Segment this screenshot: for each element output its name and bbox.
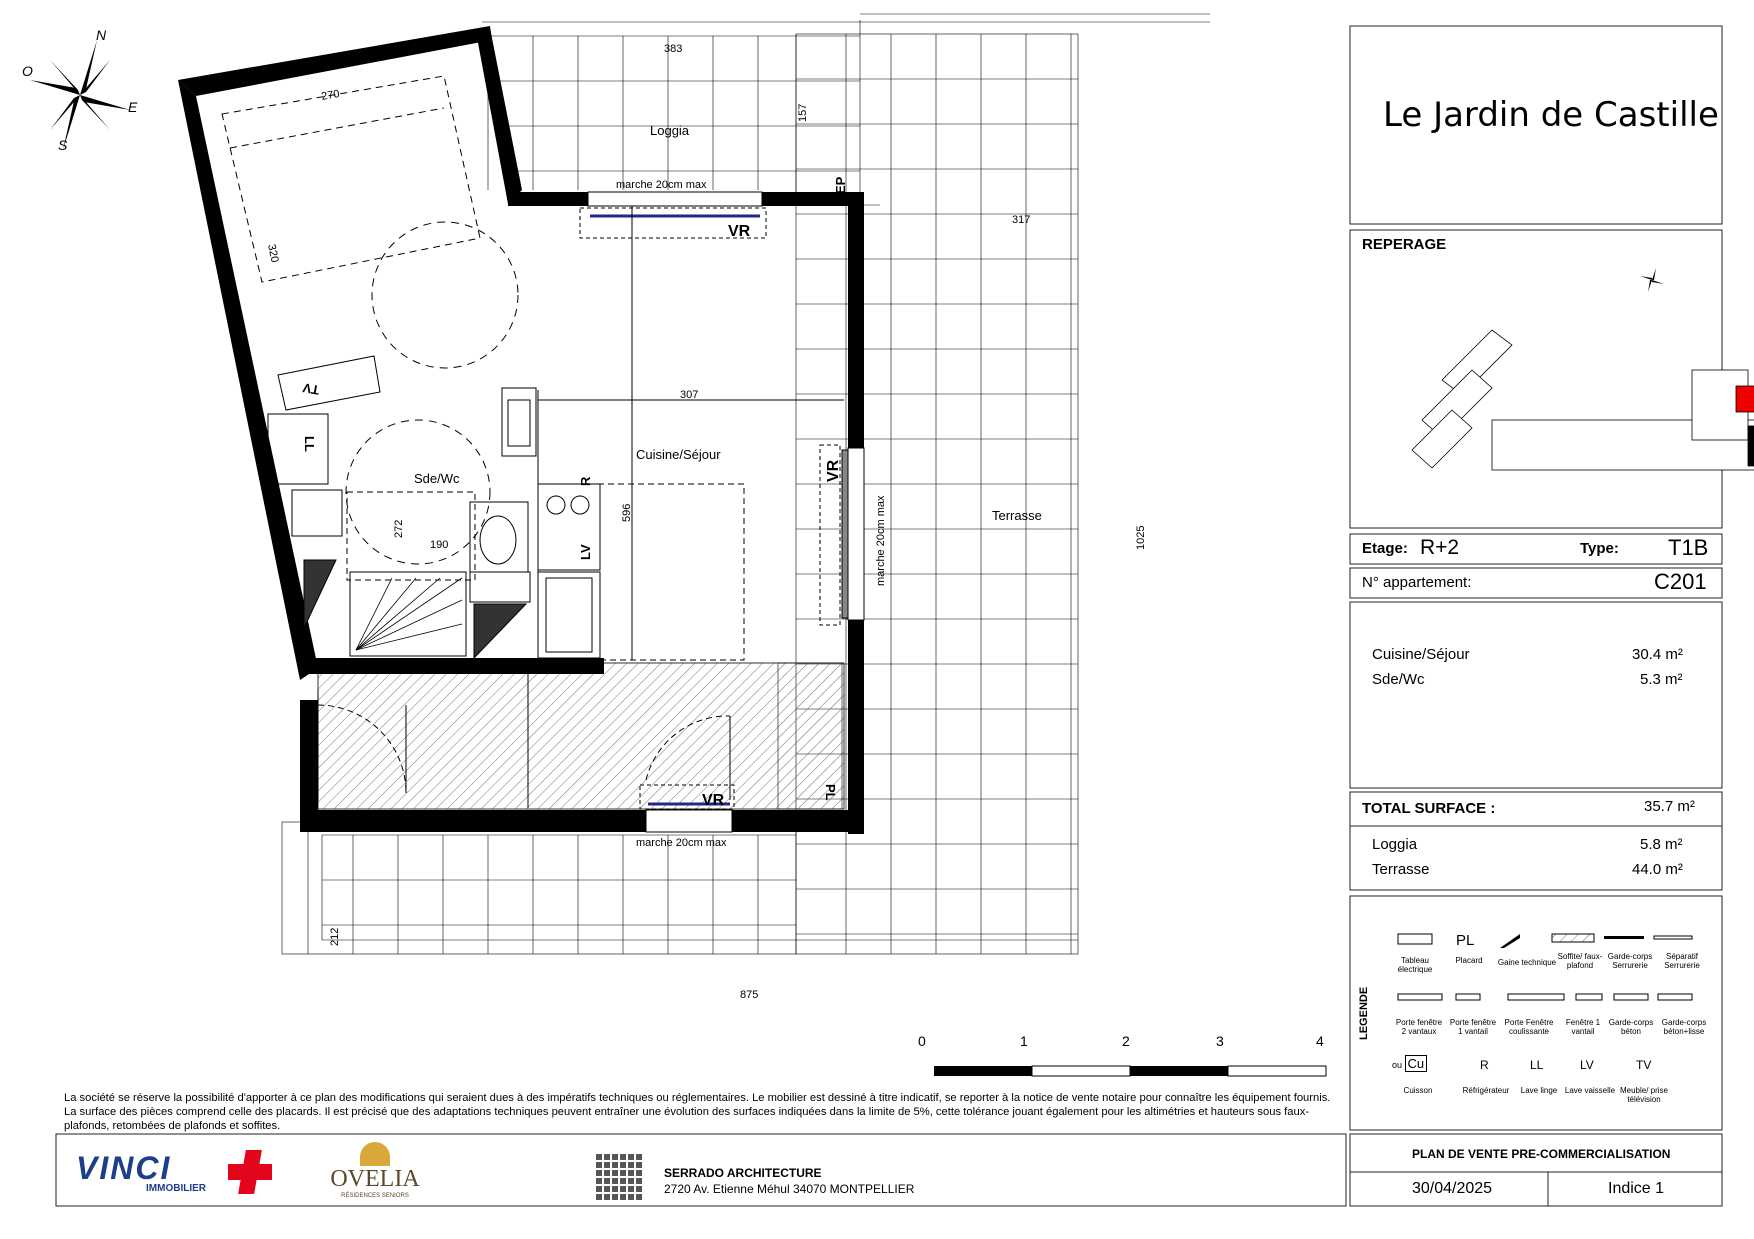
legend-row2-3: Fenêtre 1 vantail	[1565, 1018, 1601, 1036]
marche-top: marche 20cm max	[616, 179, 707, 191]
legend-row3-0: Cuisson	[1403, 1086, 1433, 1095]
legend-ll: LL	[1530, 1058, 1544, 1072]
plan-date: 30/04/2025	[1412, 1180, 1493, 1197]
apt-value: C201	[1654, 569, 1707, 594]
legend-pl: PL	[1456, 932, 1475, 949]
dim-272: 272	[393, 519, 405, 538]
room-label-sde: Sde/Wc	[414, 471, 460, 486]
plan-type: PLAN DE VENTE PRE-COMMERCIALISATION	[1412, 1147, 1671, 1161]
legend-row1-3: Soffite/ faux-plafond	[1557, 952, 1603, 970]
legend-row2-5: Garde-corps béton+lisse	[1661, 1018, 1707, 1036]
scale-3: 3	[1216, 1033, 1224, 1049]
compass-n: N	[96, 27, 107, 43]
site-location-map	[1412, 268, 1754, 470]
ovelia-wordmark: OVELIA	[330, 1166, 420, 1192]
ovelia-sun-icon	[360, 1142, 390, 1166]
legend-r: R	[1480, 1058, 1489, 1072]
scale-bar	[918, 1033, 1326, 1076]
legend-tv: TV	[1636, 1058, 1652, 1072]
architect-name: SERRADO ARCHITECTURE	[664, 1166, 822, 1180]
exterior-value-1: 44.0 m²	[1632, 861, 1683, 878]
dim-157: 157	[797, 103, 809, 122]
exterior-value-0: 5.8 m²	[1640, 836, 1683, 853]
legend-row2-1: Porte fenêtre 1 vantail	[1449, 1018, 1497, 1036]
legend-row3-2: Lave linge	[1520, 1086, 1558, 1095]
dim-270: 270	[320, 87, 341, 103]
vinci-subtitle: IMMOBILIER	[146, 1183, 206, 1194]
legend-row3-3: Lave vaisselle	[1564, 1086, 1616, 1095]
marche-bottom: marche 20cm max	[636, 837, 727, 849]
dim-1025: 1025	[1135, 525, 1147, 550]
legend-cu-symbol	[1392, 1056, 1427, 1071]
dim-190: 190	[430, 539, 449, 551]
room-label-terrasse: Terrasse	[992, 508, 1042, 523]
legend-row1-2: Gaine technique	[1497, 958, 1557, 967]
room-label-loggia: Loggia	[650, 123, 690, 138]
ep-label: EP	[833, 176, 848, 194]
legend-row1-4: Garde-corps Serrurerie	[1607, 952, 1653, 970]
legend-row2-0: Porte fenêtre 2 vantaux	[1395, 1018, 1443, 1036]
dim-212: 212	[329, 927, 341, 946]
project-title: Le Jardin de Castille	[1383, 95, 1719, 135]
legend-row1-0: Tableau électrique	[1397, 956, 1433, 974]
room-area-name-1: Sde/Wc	[1372, 671, 1425, 688]
serrado-logo-icon	[596, 1152, 644, 1200]
vr-right: VR	[825, 459, 842, 482]
hallway-hatched	[318, 663, 844, 809]
vinci-logo	[76, 1150, 206, 1194]
room-area-value-0: 30.4 m²	[1632, 646, 1683, 663]
type-value: T1B	[1668, 535, 1709, 560]
total-value: 35.7 m²	[1644, 798, 1695, 815]
legend-row2-2: Porte Fenêtre coulissante	[1504, 1018, 1554, 1036]
r-label: R	[578, 476, 593, 486]
ovelia-subtitle: RÉSIDENCES SENIORS	[341, 1193, 409, 1199]
type-label: Type:	[1580, 540, 1619, 557]
tv-label: TV	[301, 380, 321, 398]
marche-right: marche 20cm max	[875, 495, 887, 586]
total-label: TOTAL SURFACE :	[1362, 800, 1496, 817]
vinci-cross-icon	[228, 1150, 272, 1194]
compass-e: E	[128, 99, 138, 115]
etage-value: R+2	[1420, 536, 1460, 559]
ll-label: LL	[302, 436, 317, 452]
apt-label: N° appartement:	[1362, 574, 1472, 591]
dim-307: 307	[680, 389, 699, 401]
legend-row1-1: Placard	[1455, 956, 1483, 965]
lv-label: LV	[578, 544, 593, 560]
ovelia-logo	[325, 1142, 425, 1199]
scale-4: 4	[1316, 1033, 1324, 1049]
etage-label: Etage:	[1362, 540, 1408, 557]
legend-ou: ou	[1392, 1060, 1403, 1070]
scale-2: 2	[1122, 1033, 1130, 1049]
legend-row1-5: Séparatif Serrurerie	[1664, 952, 1700, 970]
compass-s: S	[58, 137, 68, 153]
exterior-name-0: Loggia	[1372, 836, 1418, 853]
dim-317: 317	[1012, 214, 1031, 226]
scale-0: 0	[918, 1033, 926, 1049]
vinci-wordmark: VINCI	[76, 1150, 172, 1186]
dim-383: 383	[664, 43, 683, 55]
room-label-cuisine: Cuisine/Séjour	[636, 447, 721, 462]
scale-1: 1	[1020, 1033, 1028, 1049]
vr-top: VR	[728, 223, 751, 240]
dim-320: 320	[265, 243, 281, 264]
legend-row3-1: Réfrigérateur	[1462, 1086, 1510, 1095]
exterior-name-1: Terrasse	[1372, 861, 1430, 878]
dim-875: 875	[740, 989, 759, 1001]
legend-title: LEGENDE	[1358, 986, 1370, 1040]
compass-rose	[22, 27, 138, 153]
vr-bottom: VR	[702, 792, 725, 809]
compass-o: O	[22, 63, 33, 79]
legend-lv: LV	[1580, 1058, 1594, 1072]
dim-596: 596	[621, 503, 633, 522]
legend-row3-4: Meuble/ prise télévision	[1619, 1086, 1669, 1104]
room-area-name-0: Cuisine/Séjour	[1372, 646, 1470, 663]
architect-address: 2720 Av. Etienne Méhul 34070 MONTPELLIER	[664, 1182, 915, 1196]
plan-indice: Indice 1	[1608, 1180, 1665, 1197]
legend-row2-4: Garde-corps béton	[1608, 1018, 1654, 1036]
legend-cu: Cu	[1405, 1055, 1428, 1072]
pl-label: PL	[823, 784, 838, 801]
reperage-title: REPERAGE	[1362, 236, 1447, 253]
room-area-value-1: 5.3 m²	[1640, 671, 1683, 688]
disclaimer: La société se réserve la possibilité d'apporter à ce plan des modifications qui seraient dues à des impératifs techniques ou réglementaires. Le mobilier est dessiné à titre indicatif, se reporter à la notice de vente notaire pour connaître les équipement fournis. La surface des pièces comprend celle des placards. Il est précisé que des adaptations techniques peuvent entraîner une évolution des surfaces indiquées dans la limite de 5%, cette tolérance jouant également pour les altimétries et hauteurs sous faux-plafonds, retombées de plafonds et soffites.	[64, 1092, 1331, 1132]
